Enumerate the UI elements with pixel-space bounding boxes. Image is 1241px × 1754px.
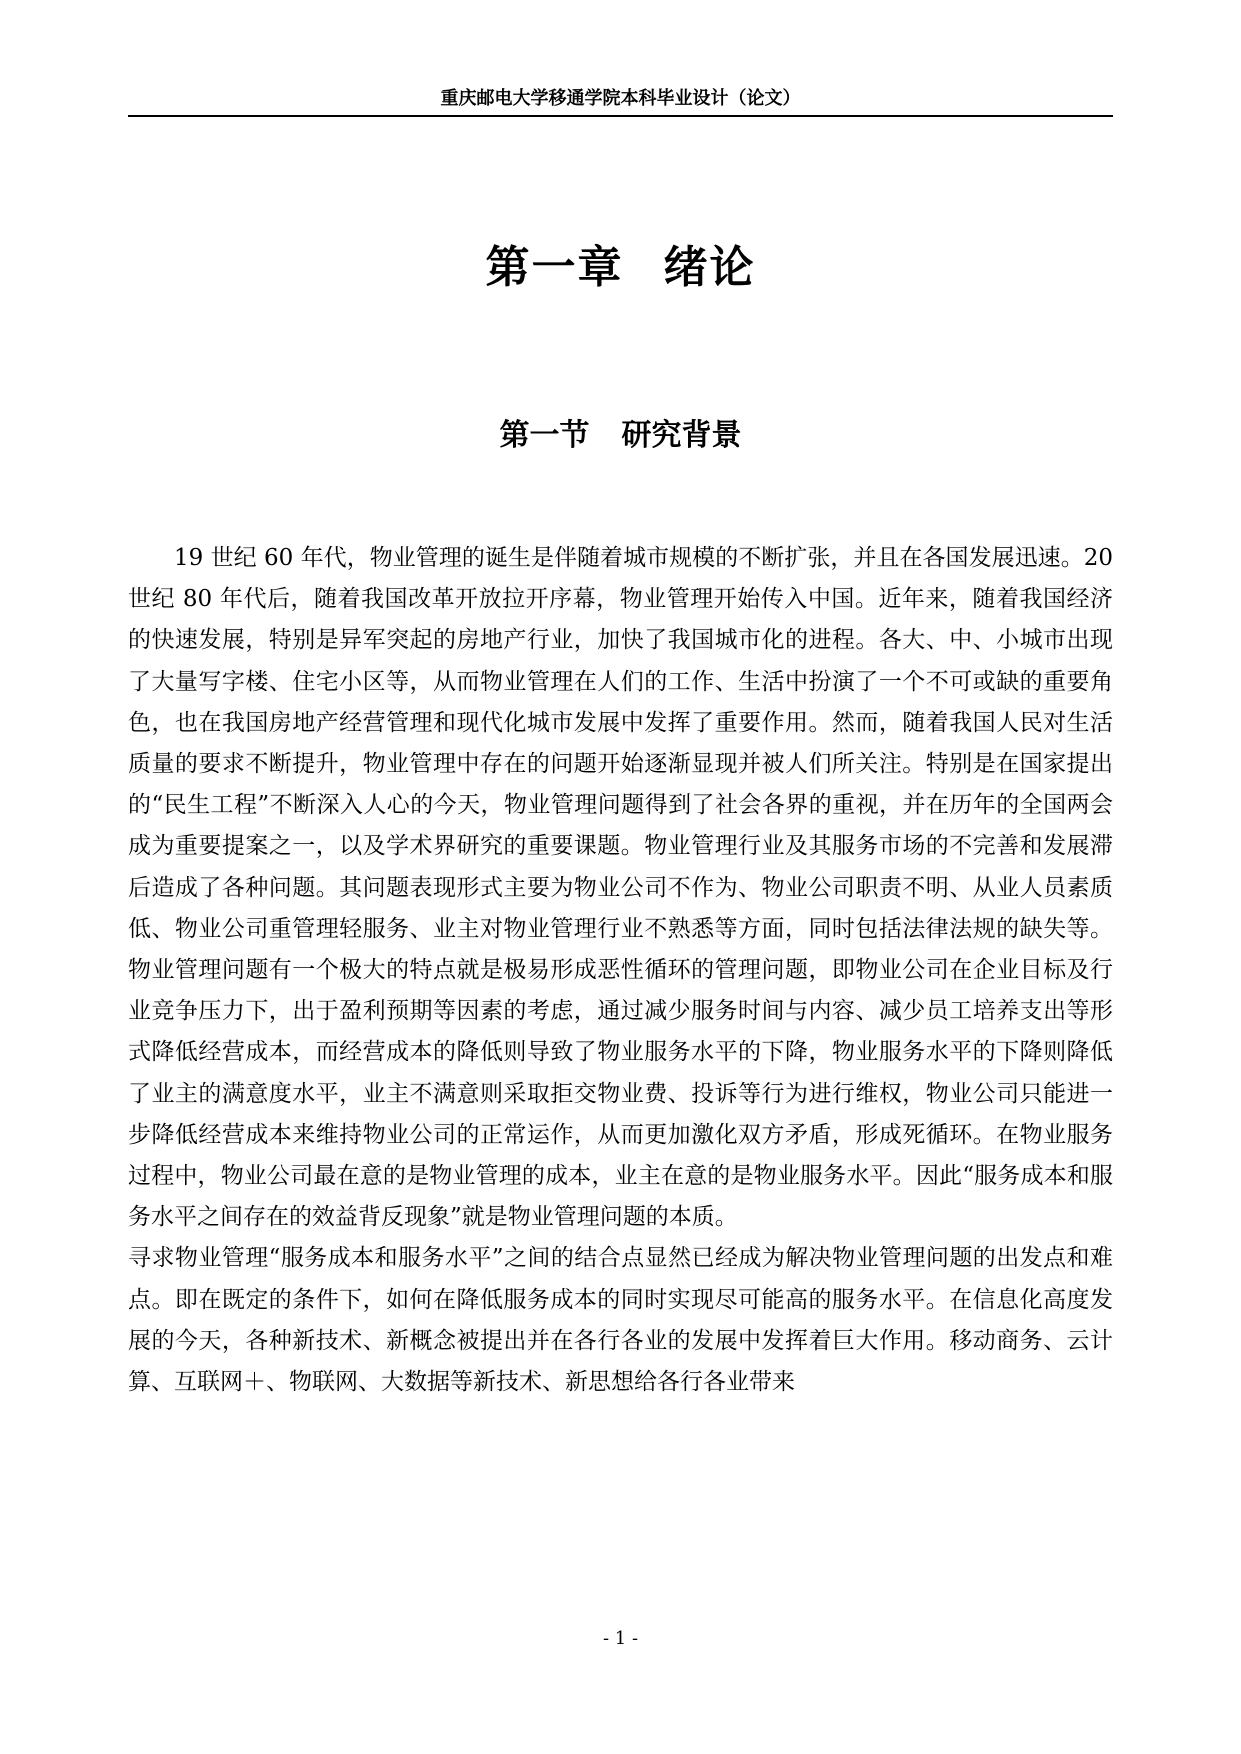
- running-header: 重庆邮电大学移通学院本科毕业设计（论文）: [440, 88, 801, 109]
- chapter-name: 绪论: [663, 242, 756, 293]
- section-number: 第一节: [499, 418, 590, 453]
- body-text: [128, 538, 1113, 1403]
- chapter-number: 第一章: [485, 242, 624, 293]
- page-number: - 1 -: [602, 1628, 639, 1649]
- paragraph: 19 世纪 60 年代，物业管理的诞生是伴随着城市规模的不断扩张，并且在各国发展迅速。20 世纪 80 年代后，随着我国改革开放拉开序幕，物业管理开始传入中国。近年来，随着我国经济的快速发展，特别是异军突起的房地产行业，加快了我国城市化的进程。各大、中、小城市出现了大量写字楼、住宅小区等，从而物业管理在人们的工作、生活中扮演了一个不可或缺的重要角色，也在我国房地产经营管理和现代化城市发展中发挥了重要作用。然而，随着我国人民对生活质量的要求不断提升，物业管理中存在的问题开始逐渐显现并被人们所关注。特别是在国家提出的“民生工程”不断深入人心的今天，物业管理问题得到了社会各界的重视，并在历年的全国两会成为重要提案之一，以及学术界研究的重要课题。物业管理行业及其服务市场的不完善和发展滞后造成了各种问题。其问题表现形式主要为物业公司不作为、物业公司职责不明、从业人员素质低、物业公司重管理轻服务、业主对物业管理行业不熟悉等方面，同时包括法律法规的缺失等。物业管理问题有一个极大的特点就是极易形成恶性循环的管理问题，即物业公司在企业目标及行业竞争压力下，出于盈利预期等因素的考虑，通过减少服务时间与内容、减少员工培养支出等形式降低经营成本，而经营成本的降低则导致了物业服务水平的下降，物业服务水平的下降则降低了业主的满意度水平，业主不满意则采取拒交物业费、投诉等行为进行维权，物业公司只能进一步降低经营成本来维持物业公司的正常运作，从而更加激化双方矛盾，形成死循环。在物业服务过程中，物业公司最在意的是物业管理的成本，业主在意的是物业服务水平。因此“服务成本和服务水平之间存在的效益背反现象”就是物业管理问题的本质。: [128, 545, 1113, 1231]
- chapter-title: [128, 240, 1113, 296]
- section-name: 研究背景: [621, 418, 742, 453]
- section-title: [128, 416, 1113, 456]
- header-rule: [128, 115, 1113, 117]
- paragraph: 寻求物业管理“服务成本和服务水平”之间的结合点显然已经成为解决物业管理问题的出发点和难点。即在既定的条件下，如何在降低服务成本的同时实现尽可能高的服务水平。在信息化高度发展的今天，各种新技术、新概念被提出并在各行各业的发展中发挥着巨大作用。移动商务、云计算、互联网＋、物联网、大数据等新技术、新思想给各行各业带来: [128, 1245, 1113, 1396]
